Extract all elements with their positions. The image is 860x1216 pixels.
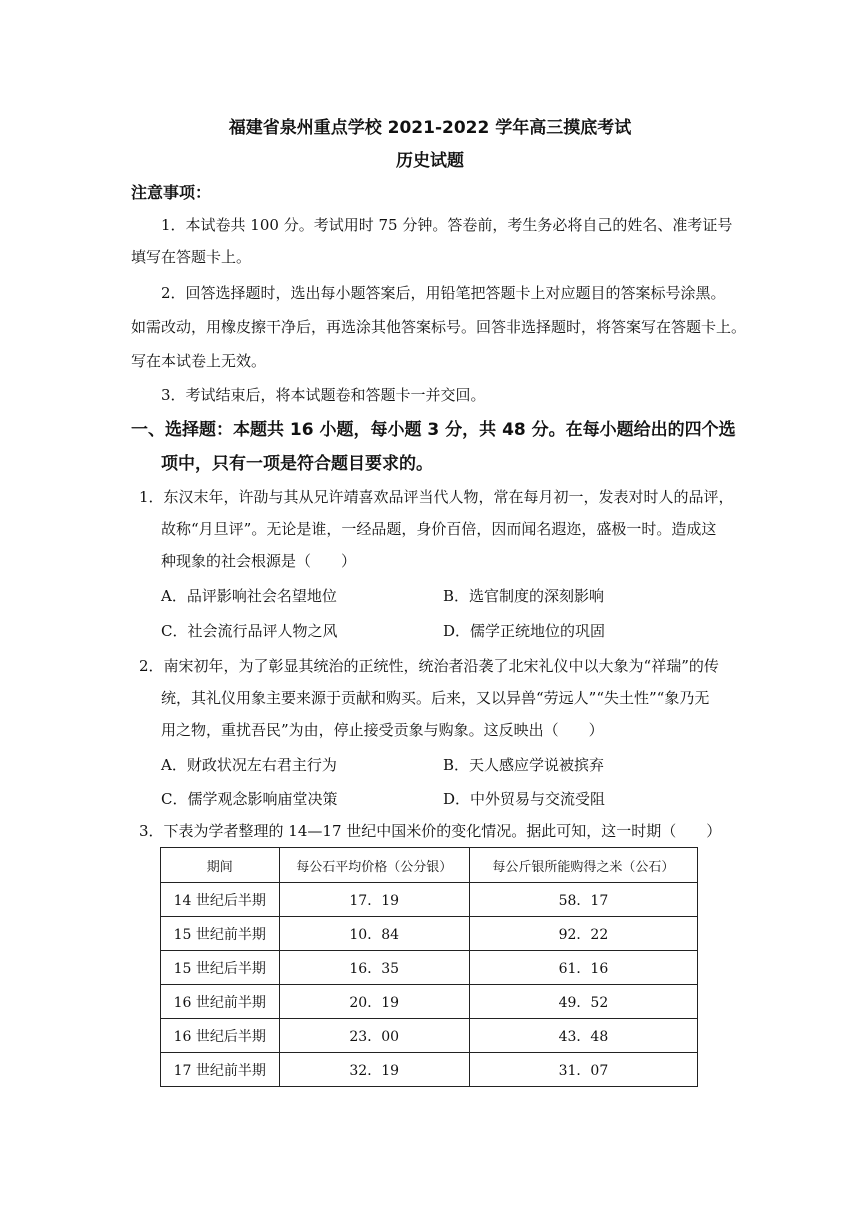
- section-heading-line-1: 一、选择题：本题共 16 小题，每小题 3 分，共 48 分。在每小题给出的四个选: [131, 420, 736, 440]
- section-heading-line-2: 项中，只有一项是符合题目要求的。: [161, 454, 433, 474]
- table-cell: 49．52: [469, 985, 697, 1019]
- table-header-row: [161, 848, 698, 883]
- table-cell: 17．19: [279, 883, 469, 917]
- table-cell: 10．84: [279, 917, 469, 951]
- table-row: [161, 985, 698, 1019]
- table-cell: 31．07: [469, 1053, 697, 1087]
- table-row: [161, 917, 698, 951]
- q2-option-c: C．儒学观念影响庙堂决策: [161, 790, 338, 808]
- table-row: [161, 1019, 698, 1053]
- q1-option-c: C．社会流行品评人物之风: [161, 622, 338, 640]
- notice-item-2-line-2: 如需改动，用橡皮擦干净后，再选涂其他答案标号。回答非选择题时，将答案写在答题卡上。: [131, 318, 747, 336]
- table-cell: 61．16: [469, 951, 697, 985]
- notice-item-2-line-3: 写在本试卷上无效。: [131, 352, 267, 370]
- q1-stem-line-2: 故称“月旦评”。无论是谁，一经品题，身价百倍，因而闻名遐迩，盛极一时。造成这: [161, 520, 717, 538]
- table-cell: 16 世纪前半期: [161, 985, 280, 1019]
- q1-option-d: D．儒学正统地位的巩固: [443, 622, 606, 640]
- q1-stem-line-1: 1．东汉末年，许劭与其从兄许靖喜欢品评当代人物，常在每月初一，发表对时人的品评，: [139, 488, 734, 506]
- exam-subject: 历史试题: [396, 151, 464, 171]
- table-cell: 17 世纪前半期: [161, 1053, 280, 1087]
- table-cell: 15 世纪前半期: [161, 917, 280, 951]
- q2-option-a: A．财政状况左右君主行为: [161, 756, 337, 774]
- notice-item-2-line-1: 2．回答选择题时，选出每小题答案后，用铅笔把答题卡上对应题目的答案标号涂黑。: [161, 284, 726, 302]
- rice-price-table: [160, 847, 698, 1087]
- table-header-period: 期间: [161, 848, 280, 883]
- q2-stem-line-3: 用之物，重扰吾民”为由，停止接受贡象与购象。这反映出（ ）: [161, 721, 604, 739]
- q2-stem-line-2: 统，其礼仪用象主要来源于贡献和购买。后来，又以异兽“劳远人”“失土性”“象乃无: [161, 689, 710, 707]
- q3-stem: 3．下表为学者整理的 14—17 世纪中国米价的变化情况。据此可知，这一时期（ ）: [139, 822, 722, 840]
- table-cell: 15 世纪后半期: [161, 951, 280, 985]
- table-cell: 32．19: [279, 1053, 469, 1087]
- q1-option-b: B．选官制度的深刻影响: [443, 587, 605, 605]
- exam-title: 福建省泉州重点学校 2021-2022 学年高三摸底考试: [228, 118, 632, 138]
- table-row: [161, 883, 698, 917]
- notice-item-1-line-1: 1．本试卷共 100 分。考试用时 75 分钟。答卷前，考生务必将自己的姓名、准考证号: [161, 216, 733, 234]
- table-cell: 23．00: [279, 1019, 469, 1053]
- q2-option-d: D．中外贸易与交流受阻: [443, 790, 606, 808]
- table-cell: 43．48: [469, 1019, 697, 1053]
- notice-item-3: 3．考试结束后，将本试题卷和答题卡一并交回。: [161, 386, 486, 404]
- q2-option-b: B．天人感应学说被摈弃: [443, 756, 605, 774]
- table-header-avg-price: 每公石平均价格（公分银）: [279, 848, 469, 883]
- table-cell: 20．19: [279, 985, 469, 1019]
- table-cell: 58．17: [469, 883, 697, 917]
- table-row: [161, 951, 698, 985]
- table-header-rice-per-silver: 每公斤银所能购得之米（公石）: [469, 848, 697, 883]
- table-cell: 14 世纪后半期: [161, 883, 280, 917]
- notice-item-1-line-2: 填写在答题卡上。: [131, 248, 252, 266]
- table-cell: 92．22: [469, 917, 697, 951]
- table-cell: 16 世纪后半期: [161, 1019, 280, 1053]
- table-cell: 16．35: [279, 951, 469, 985]
- q1-stem-line-3: 种现象的社会根源是（ ）: [161, 552, 357, 570]
- notice-heading: 注意事项：: [131, 183, 212, 202]
- q2-stem-line-1: 2．南宋初年，为了彰显其统治的正统性，统治者沿袭了北宋礼仪中以大象为“祥瑞”的传: [139, 657, 719, 675]
- table-row: [161, 1053, 698, 1087]
- q1-option-a: A．品评影响社会名望地位: [161, 587, 337, 605]
